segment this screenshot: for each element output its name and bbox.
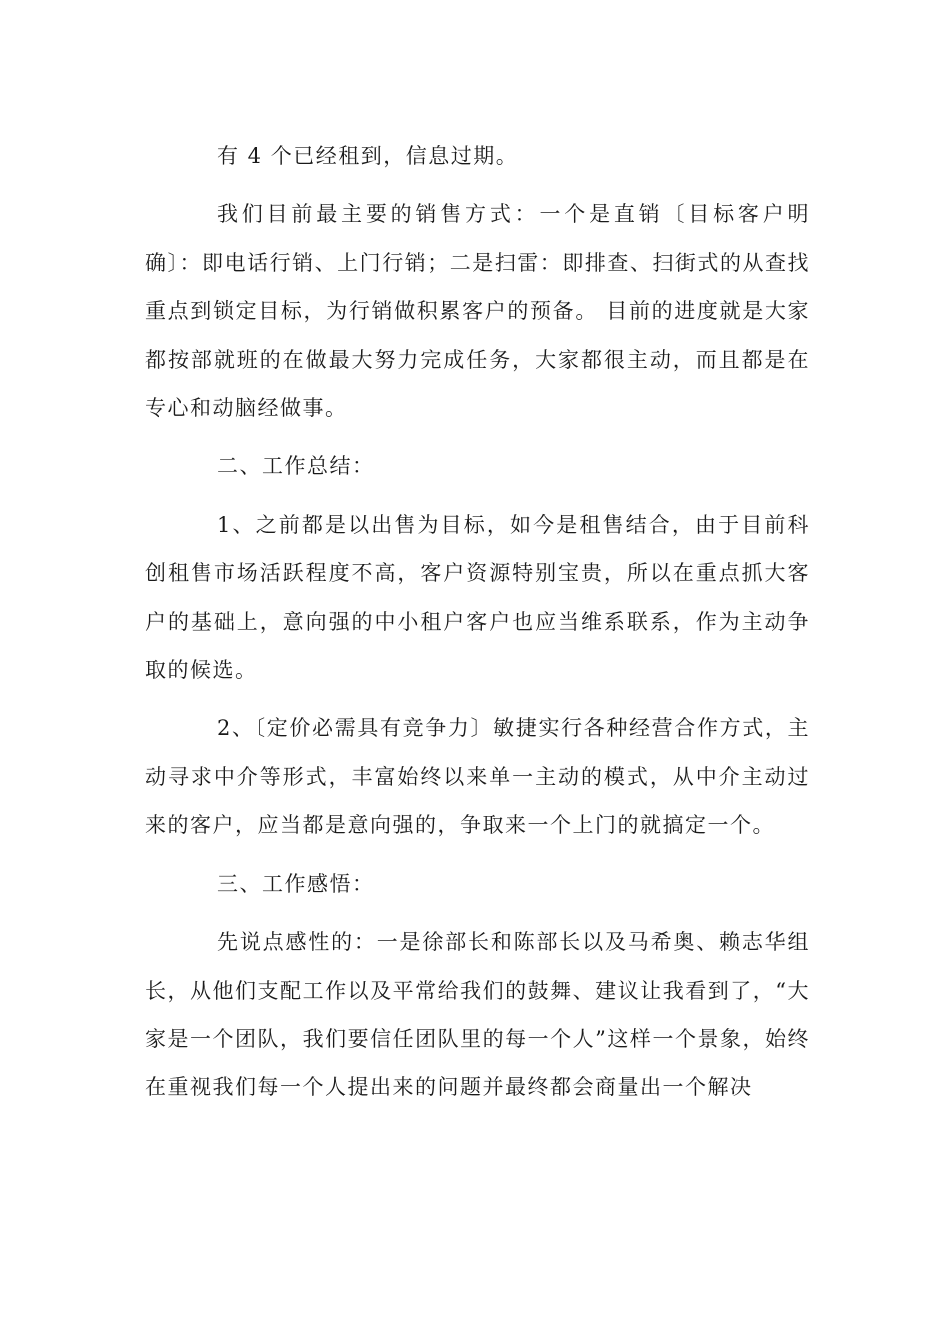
document-body	[145, 132, 810, 1122]
paragraph-sales-methods: 我们目前最主要的销售方式：一个是直销〔目标客户明确〕：即电话行销、上门行销；二是扫雷：即排查、扫街式的从查找重点到锁定目标，为行销做积累客户的预备。 目前的进度就是大家都按部就班的在做最大努力完成任务，大家都很主动，而且都是在专心和动脑经做事。	[145, 202, 810, 421]
section-heading-work-summary: 二、工作总结：	[217, 454, 375, 479]
paragraph-rented-info: 有 4 个已经租到，信息过期。	[217, 144, 519, 168]
paragraph-summary-point-1: 1、之前都是以出售为目标，如今是租售结合，由于目前科创租售市场活跃程度不高，客户资源特别宝贵，所以在重点抓大客户的基础上，意向强的中小租户客户也应当维系联系，作为主动争取的候选。	[145, 512, 810, 683]
paragraph-summary-point-2: 2、〔定价必需具有竞争力〕敏捷实行各种经营合作方式，主动寻求中介等形式，丰富始终以来单一主动的模式，从中介主动过来的客户，应当都是意向强的，争取来一个上门的就搞定一个。	[145, 716, 810, 838]
paragraph-insights: 先说点感性的：一是徐部长和陈部长以及马希奥、赖志华组长，从他们支配工作以及平常给我们的鼓舞、建议让我看到了，“大家是一个团队，我们要信任团队里的每一个人”这样一个景象，始终在重视我们每一个人提出来的问题并最终都会商量出一个解决	[145, 930, 810, 1100]
section-heading-work-insights: 三、工作感悟：	[217, 871, 375, 896]
